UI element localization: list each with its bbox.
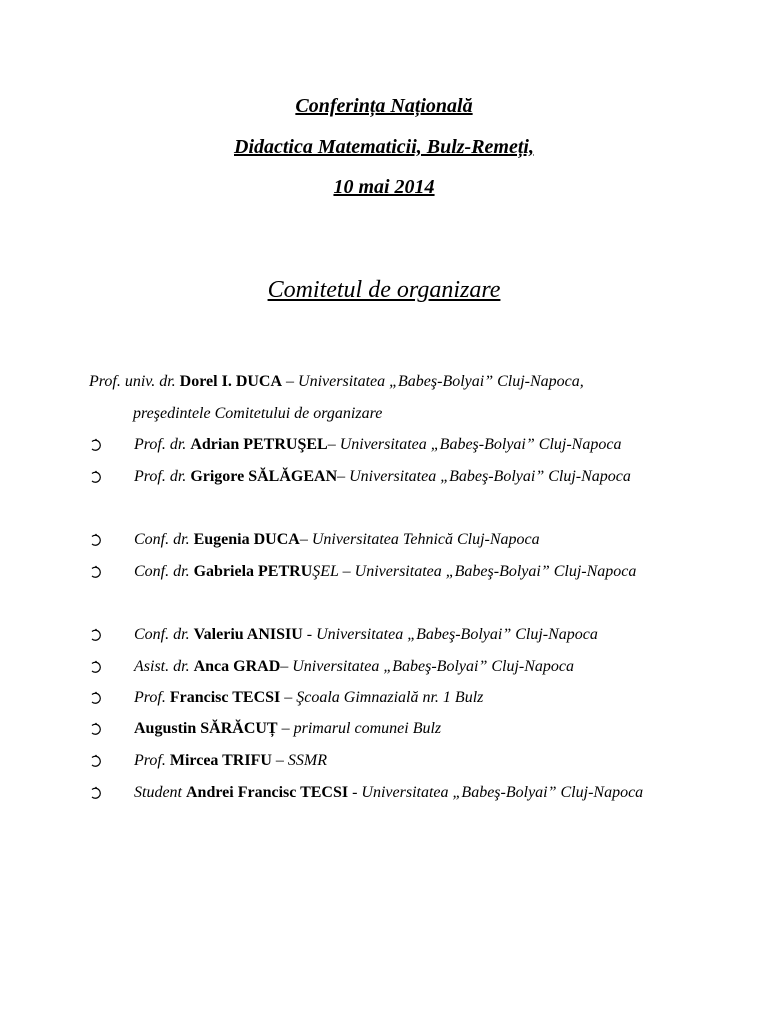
member-title: Asist. dr. <box>134 658 190 675</box>
member-affiliation: – SSMR <box>271 752 328 769</box>
member-name-tail: ŞEL <box>312 563 339 580</box>
member-entry <box>134 713 677 745</box>
member-name: Eugenia DUCA <box>193 531 300 548</box>
bullet-icon <box>89 470 103 484</box>
president-role: preşedintele Comitetului de organizare <box>133 404 383 422</box>
member-affiliation: – Universitatea „Babeş-Bolyai” Cluj-Napoca <box>327 436 622 453</box>
president-separator: – <box>282 373 299 390</box>
member-entry <box>134 651 677 683</box>
bullet-icon <box>89 691 103 705</box>
conference-date: 10 mai 2014 <box>333 176 435 198</box>
member-name: Grigore SĂLĂGEAN <box>190 468 338 485</box>
member-affiliation: - Universitatea „Babeş-Bolyai” Cluj-Napoca <box>302 626 598 643</box>
member-entry <box>134 461 677 493</box>
member-title: Prof. <box>134 752 166 769</box>
member-name: Valeriu ANISIU <box>193 626 303 643</box>
member-title: Conf. dr. <box>134 531 190 548</box>
president-title: Prof. univ. dr. <box>89 373 176 390</box>
member-name: Gabriela PETRU <box>193 563 313 580</box>
member-affiliation: – Universitatea „Babeş-Bolyai” Cluj-Napoca <box>280 658 574 675</box>
member-entry <box>134 745 677 777</box>
member-entry <box>134 619 677 651</box>
member-name: Augustin SĂRĂCUȚ <box>134 720 278 737</box>
member-name: Adrian PETRUŞEL <box>190 436 328 453</box>
member-title: Student <box>134 784 182 801</box>
bullet-icon <box>89 786 103 800</box>
member-entry <box>134 777 677 809</box>
member-title: Prof. <box>134 689 166 706</box>
section-title: Comitetul de organizare <box>267 277 501 303</box>
bullet-icon <box>89 438 103 452</box>
conference-subtitle: Didactica Matematicii, Bulz-Remeți, <box>234 136 534 158</box>
member-name: Andrei Francisc TECSI <box>186 784 349 801</box>
member-affiliation: – Universitatea „Babeş-Bolyai” Cluj-Napoca <box>337 468 631 485</box>
member-entry <box>134 524 677 556</box>
bullet-icon <box>89 565 103 579</box>
member-title: Conf. dr. <box>134 563 190 580</box>
member-title: Prof. dr. <box>134 468 187 485</box>
member-title: Conf. dr. <box>134 626 190 643</box>
member-affiliation: - Universitatea „Babeş-Bolyai” Cluj-Napoca <box>348 784 644 801</box>
member-title: Prof. dr. <box>134 436 187 453</box>
member-entry <box>134 682 677 714</box>
bullet-icon <box>89 722 103 736</box>
president-affiliation: Universitatea „Babeş-Bolyai” Cluj-Napoca, <box>298 373 584 390</box>
member-affiliation: – Universitatea „Babeş-Bolyai” Cluj-Napoca <box>338 563 637 580</box>
bullet-icon <box>89 628 103 642</box>
member-entry <box>134 556 677 588</box>
member-affiliation: – Şcoala Gimnazială nr. 1 Bulz <box>280 689 484 706</box>
president-name: Dorel I. DUCA <box>179 373 283 390</box>
member-affiliation: – primarul comunei Bulz <box>277 720 442 737</box>
bullet-icon <box>89 754 103 768</box>
member-name: Anca GRAD <box>193 658 281 675</box>
member-affiliation: – Universitatea Tehnică Cluj-Napoca <box>299 531 540 548</box>
president-entry <box>89 366 677 429</box>
member-name: Francisc TECSI <box>169 689 281 706</box>
conference-title: Conferința Națională <box>295 95 473 117</box>
member-name: Mircea TRIFU <box>169 752 272 769</box>
bullet-icon <box>89 660 103 674</box>
member-entry <box>134 429 677 461</box>
bullet-icon <box>89 533 103 547</box>
